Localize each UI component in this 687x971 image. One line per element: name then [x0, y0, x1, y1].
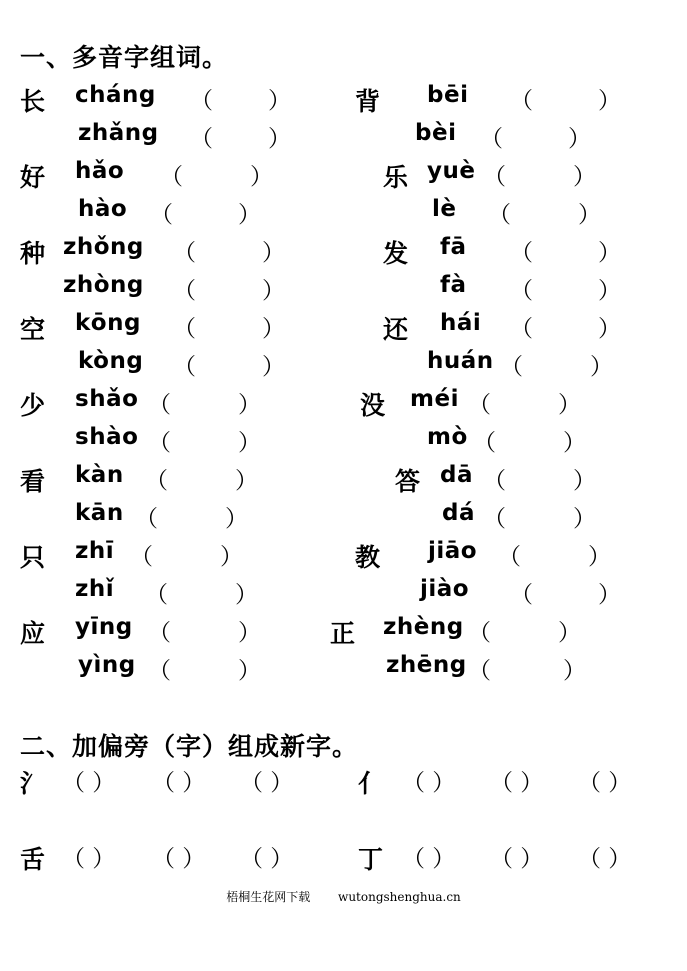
right-pinyin: fà	[440, 272, 467, 298]
right-answer-blank-open[interactable]: （	[480, 126, 503, 152]
left-answer-blank-open[interactable]: （	[173, 316, 196, 342]
new-character-blank[interactable]: （ ）	[490, 770, 544, 796]
left-answer-blank-open[interactable]: （	[130, 544, 153, 570]
right-answer-blank-open[interactable]: （	[498, 544, 521, 570]
right-character: 正	[330, 619, 356, 648]
polyphone-row	[0, 196, 687, 226]
new-character-blank[interactable]: （ ）	[152, 770, 206, 796]
right-answer-blank-open[interactable]: （	[510, 582, 533, 608]
right-radical: 亻	[358, 769, 384, 798]
left-character: 长	[20, 87, 46, 116]
left-answer-blank-close[interactable]: ）	[250, 164, 273, 190]
left-answer-blank-open[interactable]: （	[148, 620, 171, 646]
right-answer-blank-close[interactable]: ）	[598, 316, 621, 342]
right-answer-blank-close[interactable]: ）	[598, 240, 621, 266]
left-answer-blank-close[interactable]: ）	[262, 316, 285, 342]
right-radical: 丁	[358, 845, 384, 874]
right-answer-blank-close[interactable]: ）	[568, 126, 591, 152]
radical-row	[0, 764, 687, 798]
right-answer-blank-close[interactable]: ）	[598, 582, 621, 608]
polyphone-row	[0, 310, 687, 344]
left-answer-blank-open[interactable]: （	[145, 468, 168, 494]
right-answer-blank-open[interactable]: （	[510, 240, 533, 266]
radical-row	[0, 840, 687, 874]
right-answer-blank-open[interactable]: （	[510, 316, 533, 342]
right-answer-blank-open[interactable]: （	[510, 88, 533, 114]
right-pinyin: jiào	[420, 576, 470, 602]
left-answer-blank-close[interactable]: ）	[238, 620, 261, 646]
new-character-blank[interactable]: （ ）	[240, 846, 294, 872]
right-pinyin: hái	[440, 310, 482, 336]
left-radical: 舌	[20, 845, 46, 874]
right-answer-blank-open[interactable]: （	[473, 430, 496, 456]
polyphone-row	[0, 272, 687, 302]
polyphone-row	[0, 500, 687, 530]
right-pinyin: fā	[440, 234, 467, 260]
polyphone-row	[0, 538, 687, 572]
left-pinyin: zhǎng	[78, 120, 159, 146]
right-character: 发	[383, 239, 409, 268]
right-character: 答	[395, 467, 421, 496]
right-answer-blank-open[interactable]: （	[510, 278, 533, 304]
right-answer-blank-open[interactable]: （	[483, 506, 506, 532]
right-pinyin: dá	[442, 500, 475, 526]
right-answer-blank-close[interactable]: ）	[563, 658, 586, 684]
left-character: 应	[20, 619, 46, 648]
left-pinyin: hǎo	[75, 158, 125, 184]
left-pinyin: zhòng	[63, 272, 144, 298]
left-answer-blank-close[interactable]: ）	[262, 278, 285, 304]
left-pinyin: kòng	[78, 348, 144, 374]
new-character-blank[interactable]: （ ）	[490, 846, 544, 872]
left-answer-blank-open[interactable]: （	[148, 392, 171, 418]
left-pinyin: hào	[78, 196, 128, 222]
right-pinyin: zhēng	[386, 652, 467, 678]
left-answer-blank-close[interactable]: ）	[268, 126, 291, 152]
new-character-blank[interactable]: （ ）	[62, 770, 116, 796]
right-answer-blank-open[interactable]: （	[468, 620, 491, 646]
right-pinyin: yuè	[427, 158, 476, 184]
left-pinyin: yīng	[75, 614, 133, 640]
left-answer-blank-open[interactable]: （	[190, 88, 213, 114]
right-answer-blank-close[interactable]: ）	[590, 354, 613, 380]
right-answer-blank-open[interactable]: （	[483, 164, 506, 190]
polyphone-row	[0, 386, 687, 420]
left-radical: 氵	[20, 769, 46, 798]
right-answer-blank-open[interactable]: （	[468, 658, 491, 684]
left-answer-blank-close[interactable]: ）	[238, 430, 261, 456]
right-answer-blank-close[interactable]: ）	[573, 506, 596, 532]
footer-url[interactable]: wutongshenghua.cn	[338, 890, 461, 904]
new-character-blank[interactable]: （ ）	[402, 770, 456, 796]
right-pinyin: méi	[410, 386, 459, 412]
right-answer-blank-close[interactable]: ）	[558, 620, 581, 646]
right-answer-blank-close[interactable]: ）	[563, 430, 586, 456]
right-character: 背	[355, 87, 381, 116]
left-pinyin: yìng	[78, 652, 136, 678]
right-pinyin: zhèng	[383, 614, 464, 640]
right-pinyin: bèi	[415, 120, 457, 146]
left-answer-blank-close[interactable]: ）	[225, 506, 248, 532]
footer-site-name: 梧桐生花网下载	[226, 890, 311, 904]
right-answer-blank-close[interactable]: ）	[573, 468, 596, 494]
right-character: 没	[360, 391, 386, 420]
left-answer-blank-open[interactable]: （	[148, 430, 171, 456]
polyphone-row	[0, 424, 687, 454]
polyphone-row	[0, 576, 687, 606]
section-1-title: 一、多音字组词。	[20, 43, 229, 72]
left-answer-blank-open[interactable]: （	[145, 582, 168, 608]
left-answer-blank-open[interactable]: （	[173, 354, 196, 380]
right-character: 还	[383, 315, 409, 344]
new-character-blank[interactable]: （ ）	[578, 770, 632, 796]
left-character: 种	[20, 239, 46, 268]
left-answer-blank-close[interactable]: ）	[238, 202, 261, 228]
section-2-title: 二、加偏旁（字）组成新字。	[20, 732, 359, 761]
right-answer-blank-open[interactable]: （	[500, 354, 523, 380]
left-answer-blank-open[interactable]: （	[135, 506, 158, 532]
polyphone-row	[0, 462, 687, 496]
left-answer-blank-open[interactable]: （	[173, 278, 196, 304]
right-character: 教	[355, 543, 381, 572]
left-character: 看	[20, 467, 46, 496]
left-pinyin: kān	[75, 500, 124, 526]
polyphone-row	[0, 614, 687, 648]
right-pinyin: lè	[432, 196, 457, 222]
left-pinyin: shào	[75, 424, 139, 450]
right-answer-blank-close[interactable]: ）	[598, 88, 621, 114]
right-answer-blank-close[interactable]: ）	[558, 392, 581, 418]
polyphone-row	[0, 348, 687, 378]
polyphone-row	[0, 82, 687, 116]
right-pinyin: bēi	[427, 82, 469, 108]
right-character: 乐	[383, 163, 409, 192]
left-answer-blank-close[interactable]: ）	[235, 582, 258, 608]
left-answer-blank-close[interactable]: ）	[262, 354, 285, 380]
right-answer-blank-open[interactable]: （	[488, 202, 511, 228]
left-answer-blank-open[interactable]: （	[173, 240, 196, 266]
left-pinyin: cháng	[75, 82, 156, 108]
left-pinyin: zhī	[75, 538, 115, 564]
new-character-blank[interactable]: （ ）	[152, 846, 206, 872]
left-answer-blank-open[interactable]: （	[150, 202, 173, 228]
left-answer-blank-open[interactable]: （	[160, 164, 183, 190]
new-character-blank[interactable]: （ ）	[578, 846, 632, 872]
left-pinyin: kàn	[75, 462, 124, 488]
new-character-blank[interactable]: （ ）	[240, 770, 294, 796]
right-pinyin: huán	[427, 348, 494, 374]
polyphone-row	[0, 652, 687, 682]
page-footer	[0, 888, 687, 905]
right-pinyin: dā	[440, 462, 473, 488]
left-answer-blank-close[interactable]: ）	[235, 468, 258, 494]
right-pinyin: mò	[427, 424, 468, 450]
right-answer-blank-close[interactable]: ）	[578, 202, 601, 228]
left-character: 只	[20, 543, 46, 572]
right-answer-blank-open[interactable]: （	[468, 392, 491, 418]
left-character: 好	[20, 163, 46, 192]
polyphone-row	[0, 158, 687, 192]
left-pinyin: zhǒng	[63, 234, 144, 260]
left-answer-blank-close[interactable]: ）	[268, 88, 291, 114]
new-character-blank[interactable]: （ ）	[402, 846, 456, 872]
right-answer-blank-open[interactable]: （	[483, 468, 506, 494]
left-character: 少	[20, 391, 46, 420]
polyphone-row	[0, 120, 687, 150]
left-pinyin: zhǐ	[75, 576, 115, 602]
polyphone-row	[0, 234, 687, 268]
right-answer-blank-close[interactable]: ）	[588, 544, 611, 570]
left-answer-blank-close[interactable]: ）	[262, 240, 285, 266]
right-answer-blank-close[interactable]: ）	[573, 164, 596, 190]
left-answer-blank-close[interactable]: ）	[238, 658, 261, 684]
left-answer-blank-open[interactable]: （	[148, 658, 171, 684]
left-answer-blank-open[interactable]: （	[190, 126, 213, 152]
right-answer-blank-close[interactable]: ）	[598, 278, 621, 304]
right-pinyin: jiāo	[428, 538, 478, 564]
left-answer-blank-close[interactable]: ）	[220, 544, 243, 570]
left-pinyin: shǎo	[75, 386, 139, 412]
left-pinyin: kōng	[75, 310, 141, 336]
new-character-blank[interactable]: （ ）	[62, 846, 116, 872]
left-answer-blank-close[interactable]: ）	[238, 392, 261, 418]
left-character: 空	[20, 315, 46, 344]
